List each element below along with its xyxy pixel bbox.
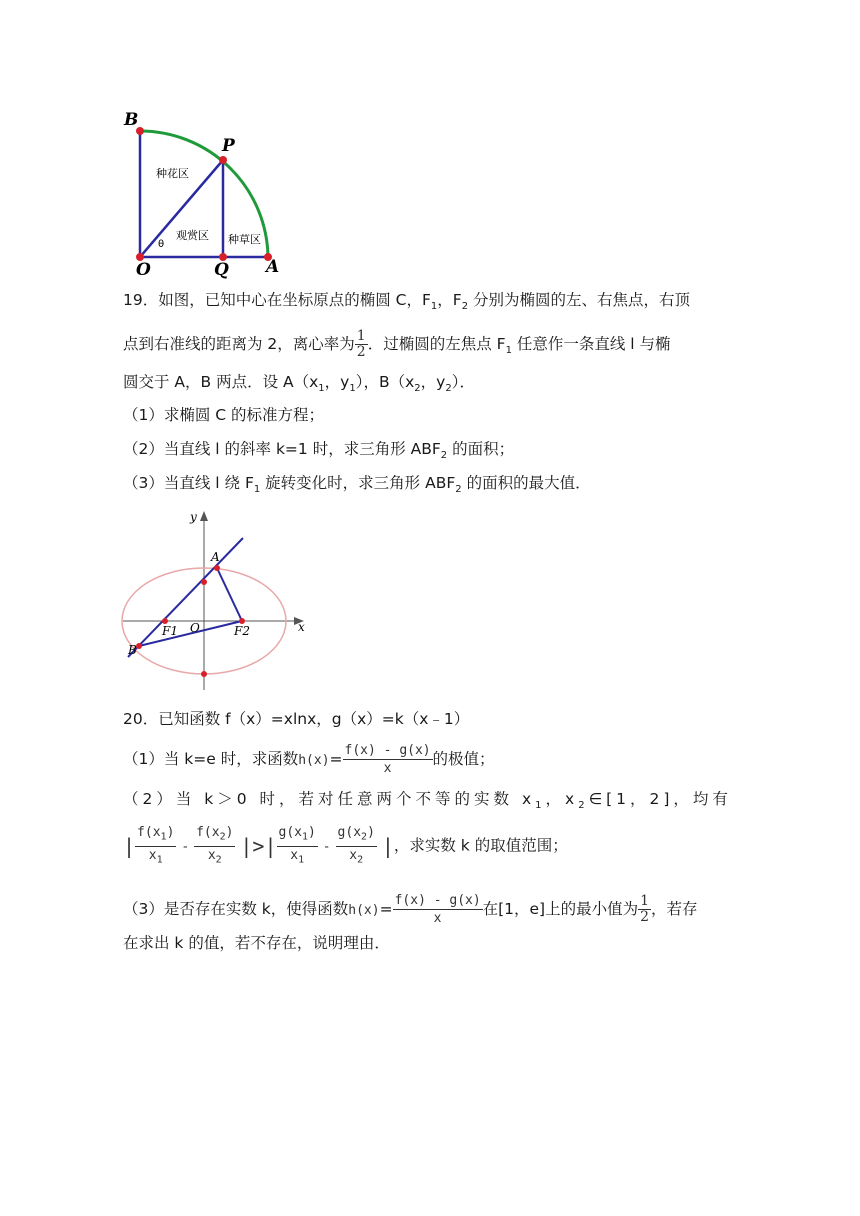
- q19-line2: 点到右准线的距离为 2，离心率为 $\frac{1}{2}$ ．过椭圆的左焦点 $F_1$ 任意作一条直线 l 与椭: [123, 328, 671, 360]
- segment-AF2: [217, 568, 242, 621]
- label-theta: θ: [158, 239, 165, 250]
- label-O: O: [136, 260, 151, 280]
- point-B: [136, 643, 142, 649]
- q19-line3: 圆交于 A，B 两点．设 $A(x_1$，$y_1$），$B(x_2$，$y_2$）．: [123, 373, 475, 395]
- q20-part2: （2）当 k＞0 时，若对任意两个不等的实数 $x_1$，$x_2\in[1$，2]，均有: [123, 790, 732, 812]
- label-A: A: [266, 257, 280, 277]
- q20-part3-cont: 在求出 k 的值，若不存在，说明理由．: [123, 934, 390, 952]
- label-A: A: [211, 550, 220, 564]
- q20-inequality: | $\frac{f(x_1)}{x_1}$ - $\frac{f(x_2)}{x_2}$ |>| $\frac{g(x_1)}{x_1}$ - $\frac{g(x_2)}{x_2}$ |，求实数 k 的取值范围；: [123, 825, 568, 866]
- label-x: x: [298, 620, 305, 634]
- q20-title: 20．已知函数 f（x）=xlnx，g（x）=k（x﹣1）: [123, 710, 470, 728]
- point-y-intercept: [201, 579, 207, 585]
- fraction-one-half-2: $\frac{1}{2}$: [640, 893, 650, 925]
- region-grass: 种草区: [228, 233, 261, 246]
- q19-part3: （3）当直线 l 绕 $F_1$ 旋转变化时，求三角形 $ABF_2$ 的面积的最大值．: [123, 474, 591, 496]
- fraction-g-x1: $\frac{g(x_1)}{x_1}$: [278, 825, 316, 866]
- label-y: y: [190, 510, 197, 524]
- region-view: 观赏区: [176, 229, 209, 242]
- point-bottom-vertex: [201, 671, 207, 677]
- q19-line1: 19．如图，已知中心在坐标原点的椭圆 C，$F_1$，$F_2$ 分别为椭圆的左、右焦点，右顶: [123, 291, 690, 313]
- y-axis-arrow-icon: [200, 511, 208, 521]
- fraction-f-x1: $\frac{f(x_1)}{x_1}$: [137, 825, 175, 866]
- q19-part1: （1）求椭圆 C 的标准方程；: [123, 406, 325, 424]
- label-F2: F2: [234, 624, 250, 638]
- fraction-f-x2: $\frac{f(x_2)}{x_2}$: [196, 825, 234, 866]
- label-F1: F1: [162, 624, 178, 638]
- label-B: B: [124, 110, 139, 130]
- fraction-h-x: $\frac{f(x) - g(x)}{x}$: [344, 743, 431, 776]
- label-P: P: [222, 136, 235, 156]
- figure-quarter-circle: [118, 105, 288, 280]
- fraction-one-half: $\frac{1}{2}$: [356, 328, 366, 360]
- fraction-g-x2: $\frac{g(x_2)}{x_2}$: [337, 825, 375, 866]
- line-l: [128, 538, 243, 657]
- figure-ellipse: [118, 505, 318, 690]
- point-A: [214, 565, 220, 571]
- region-flower: 种花区: [156, 167, 189, 180]
- q20-part1: （1）当 k=e 时，求函数h(x)= $\frac{f(x) - g(x)}{x}$ 的极值；: [123, 743, 495, 776]
- q20-part3: （3）是否存在实数 k，使得函数h(x)= $\frac{f(x) - g(x)}{x}$ 在[1，e]上的最小值为 $\frac{1}{2}$ ，若存: [123, 893, 698, 926]
- label-Q: Q: [214, 260, 229, 280]
- q19-part2: （2）当直线 l 的斜率 k=1 时，求三角形 $ABF_2$ 的面积；: [123, 440, 515, 462]
- fraction-h-x-2: $\frac{f(x) - g(x)}{x}$: [394, 893, 481, 926]
- label-O: O: [190, 621, 200, 635]
- label-B: B: [128, 643, 137, 657]
- point-P: [219, 156, 227, 164]
